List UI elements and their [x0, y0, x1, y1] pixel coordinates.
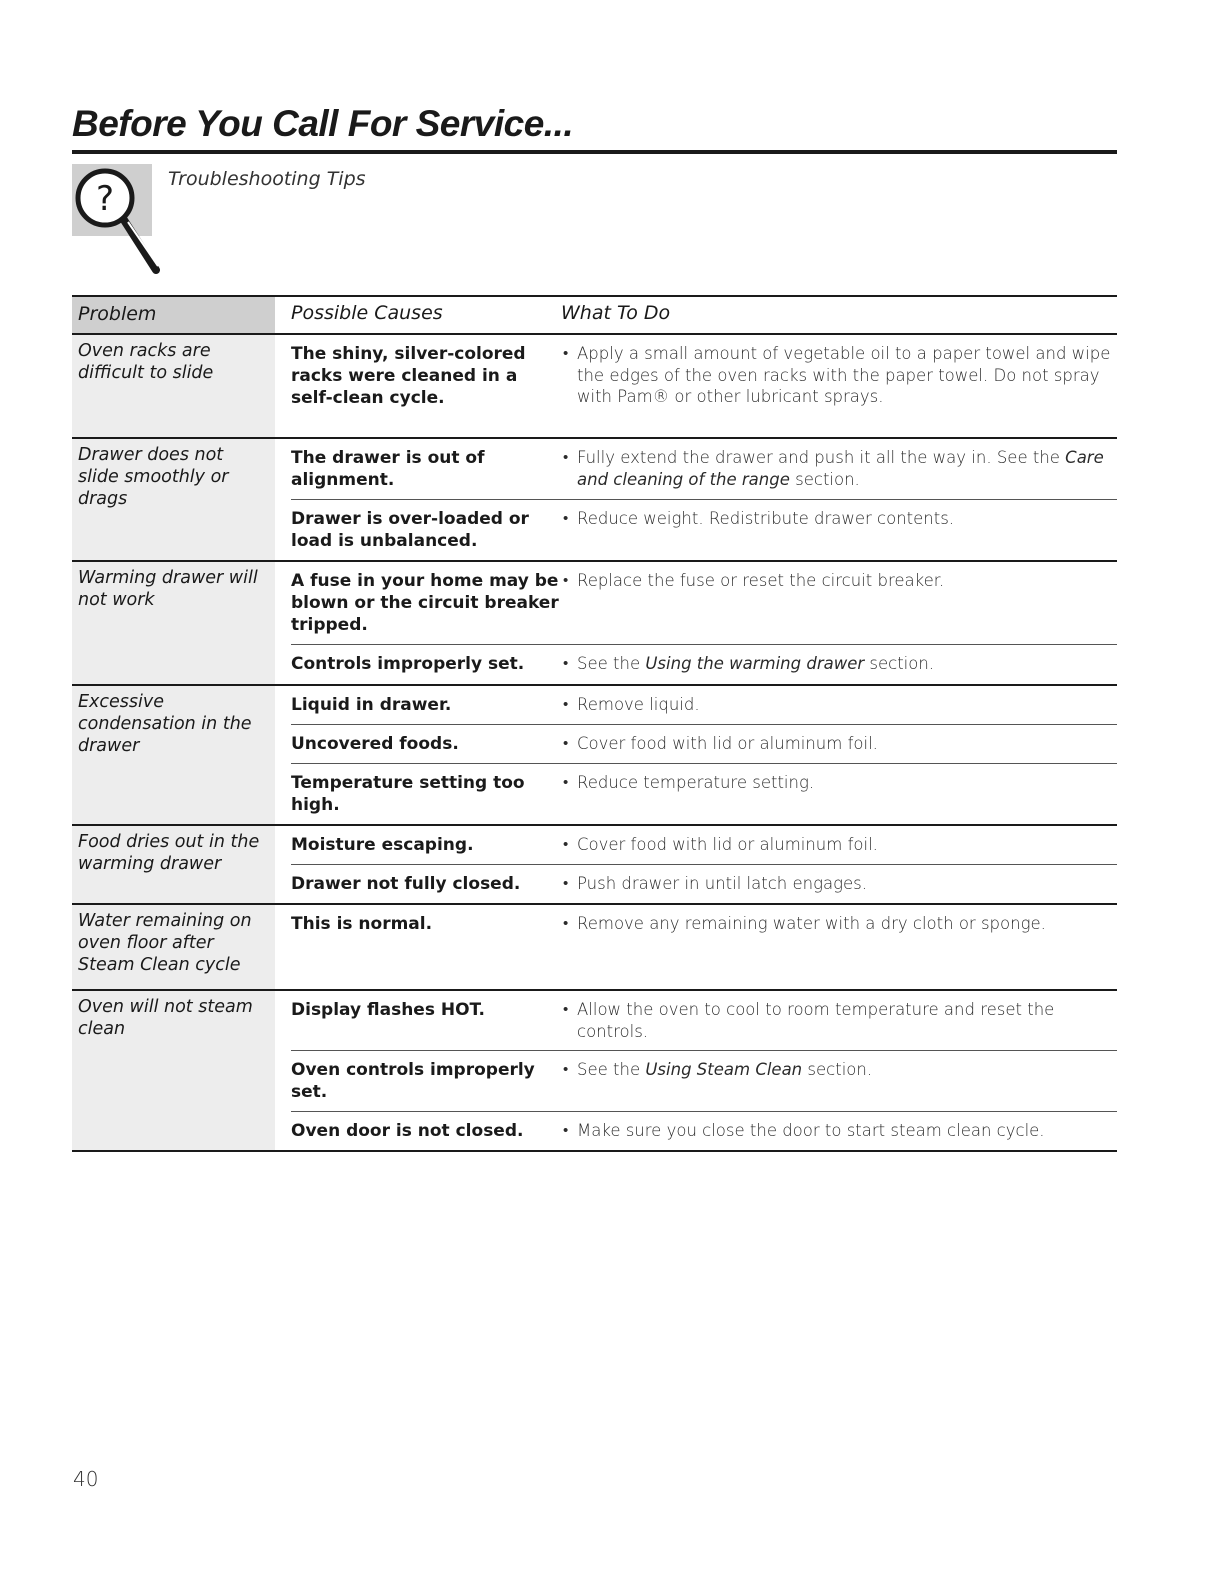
problem-cell: Water remaining on oven floor after Steam Clean cycle: [72, 905, 275, 989]
table-row: [72, 991, 1117, 1152]
causes-group: [291, 335, 1117, 437]
what-to-do-text: Cover food with lid or aluminum foil.: [577, 734, 878, 753]
what-to-do: [561, 865, 1117, 903]
page-number: 40: [73, 1467, 99, 1491]
section-subtitle: Troubleshooting Tips: [168, 168, 366, 190]
possible-cause: Display flashes HOT.: [291, 1000, 486, 1020]
possible-cause: Moisture escaping.: [291, 835, 474, 855]
what-to-do: [561, 725, 1117, 763]
page-title: Before You Call For Service...: [72, 103, 574, 144]
possible-cause: A fuse in your home may be blown or the circuit breaker tripped.: [291, 571, 559, 635]
table-row: [72, 905, 1117, 991]
problem-cell: Warming drawer will not work: [72, 562, 275, 684]
cause-row: [291, 499, 1117, 560]
what-to-do: [561, 686, 1117, 724]
possible-cause: Liquid in drawer.: [291, 695, 452, 715]
what-to-do: [561, 562, 1117, 644]
cause-row: [291, 335, 1117, 417]
problem-cell: Oven racks are difficult to slide: [72, 335, 275, 437]
what-to-do-text: Replace the fuse or reset the circuit breaker.: [577, 571, 945, 590]
possible-cause: Temperature setting too high.: [291, 773, 525, 815]
what-to-do-text: Cover food with lid or aluminum foil.: [577, 835, 878, 854]
what-to-do-text: Apply a small amount of vegetable oil to a paper towel and wipe the edges of the oven racks with the paper towel. Do not spray with Pam® or other lubricant sprays.: [577, 344, 1111, 406]
what-to-do: [561, 335, 1117, 417]
problem-cell: Excessive condensation in the drawer: [72, 686, 275, 824]
what-to-do-text: Remove any remaining water with a dry cloth or sponge.: [577, 914, 1046, 933]
what-to-do: [561, 1051, 1117, 1111]
cause-row: [291, 905, 1117, 943]
what-to-do-text: Reduce temperature setting.: [577, 773, 815, 792]
header-problem: Problem: [72, 297, 275, 333]
what-to-do-text-end: section.: [864, 654, 935, 673]
table-row: [72, 562, 1117, 686]
cause-row: [291, 826, 1117, 864]
table-body: [72, 335, 1117, 1152]
problem-cell: Drawer does not slide smoothly or drags: [72, 439, 275, 560]
section-reference: Using the warming drawer: [645, 654, 865, 673]
causes-group: [291, 826, 1117, 903]
cause-row: [291, 724, 1117, 763]
what-to-do: [561, 905, 1117, 943]
possible-cause: The shiny, silver-colored racks were cleaned in a self-clean cycle.: [291, 344, 526, 408]
possible-cause: Oven controls improperly set.: [291, 1060, 535, 1102]
what-to-do: [561, 645, 1117, 683]
header-possible-causes: Possible Causes: [291, 302, 443, 324]
what-to-do-text: Push drawer in until latch engages.: [577, 874, 867, 893]
title-rule: [72, 150, 1117, 154]
cause-row: [291, 763, 1117, 824]
causes-group: [291, 439, 1117, 560]
header-what-to-do: What To Do: [561, 302, 671, 324]
causes-group: [291, 686, 1117, 824]
what-to-do-text: See the: [577, 1060, 646, 1079]
what-to-do: [561, 500, 1117, 560]
what-to-do: [561, 826, 1117, 864]
possible-cause: This is normal.: [291, 914, 433, 934]
cause-row: [291, 644, 1117, 683]
svg-text:?: ?: [95, 179, 115, 219]
possible-cause: Drawer is over-loaded or load is unbalanced.: [291, 509, 529, 551]
possible-cause: Oven door is not closed.: [291, 1121, 524, 1141]
cause-row: [291, 439, 1117, 499]
table-row: [72, 335, 1117, 439]
possible-cause: Uncovered foods.: [291, 734, 459, 754]
cause-row: [291, 1050, 1117, 1111]
troubleshooting-table: [72, 295, 1117, 1152]
possible-cause: Controls improperly set.: [291, 654, 525, 674]
what-to-do-text: Fully extend the drawer and push it all the way in. See the: [577, 448, 1066, 467]
what-to-do-text: Make sure you close the door to start steam clean cycle.: [577, 1121, 1045, 1140]
table-row: [72, 826, 1117, 905]
what-to-do: [561, 439, 1117, 499]
cause-row: [291, 562, 1117, 644]
table-header: [72, 295, 1117, 335]
section-reference: Using Steam Clean: [645, 1060, 803, 1079]
magnifier-question-icon: [72, 160, 182, 278]
what-to-do-text: Allow the oven to cool to room temperature and reset the controls.: [577, 1000, 1055, 1041]
what-to-do: [561, 764, 1117, 824]
cause-row: [291, 1111, 1117, 1150]
possible-cause: The drawer is out of alignment.: [291, 448, 485, 490]
what-to-do-text-end: section.: [802, 1060, 873, 1079]
what-to-do: [561, 1112, 1117, 1150]
table-row: [72, 686, 1117, 826]
what-to-do-text: Remove liquid.: [577, 695, 700, 714]
what-to-do-text: Reduce weight. Redistribute drawer contents.: [577, 509, 955, 528]
table-row: [72, 439, 1117, 562]
causes-group: [291, 905, 1117, 989]
problem-cell: Food dries out in the warming drawer: [72, 826, 275, 903]
cause-row: [291, 864, 1117, 903]
cause-row: [291, 991, 1117, 1050]
causes-group: [291, 562, 1117, 684]
possible-cause: Drawer not fully closed.: [291, 874, 521, 894]
what-to-do-text: See the: [577, 654, 646, 673]
section-reference: Care and cleaning of the range: [577, 448, 1104, 489]
what-to-do: [561, 991, 1117, 1050]
problem-cell: Oven will not steam clean: [72, 991, 275, 1150]
cause-row: [291, 686, 1117, 724]
causes-group: [291, 991, 1117, 1150]
what-to-do-text-end: section.: [789, 469, 860, 489]
